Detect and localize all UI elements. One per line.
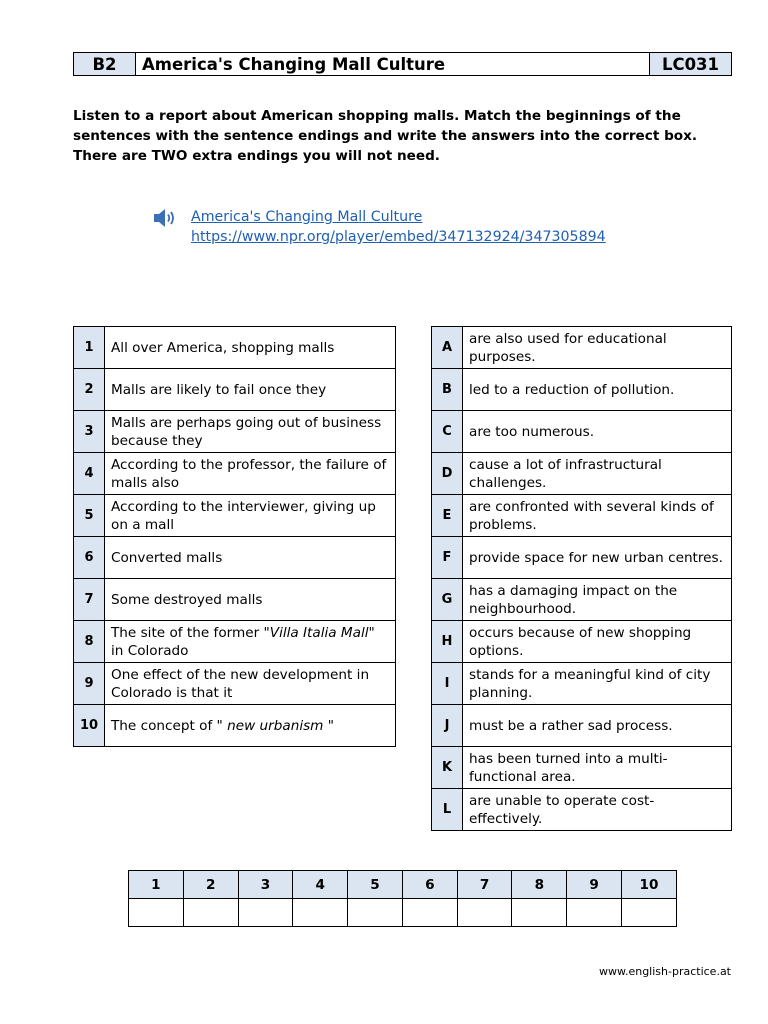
instructions: Listen to a report about American shopping malls. Match the beginnings of the sentences with the sentence endings and write the answers into the correct box. There are TWO extra endings you will not need. bbox=[73, 108, 698, 164]
answer-box[interactable] bbox=[238, 899, 293, 927]
beginning-row bbox=[74, 663, 396, 705]
ending-row bbox=[432, 327, 732, 369]
italic-title: Villa Italia Mall bbox=[269, 624, 369, 641]
text-fragment: The concept of " bbox=[111, 717, 228, 734]
answer-number: 2 bbox=[183, 871, 238, 899]
ending-text: led to a reduction of pollution. bbox=[463, 369, 732, 411]
text-fragment: All over America, shopping malls bbox=[111, 339, 335, 356]
ending-row bbox=[432, 537, 732, 579]
beginning-number: 10 bbox=[74, 705, 105, 747]
beginning-row bbox=[74, 579, 396, 621]
ending-text: has a damaging impact on the neighbourhood. bbox=[463, 579, 732, 621]
ending-row bbox=[432, 621, 732, 663]
text-fragment: " in Colorado bbox=[111, 624, 375, 659]
worksheet-code: LC031 bbox=[650, 53, 731, 75]
ending-letter: B bbox=[432, 369, 463, 411]
beginning-row bbox=[74, 495, 396, 537]
level-label: B2 bbox=[74, 53, 136, 75]
ending-row bbox=[432, 579, 732, 621]
worksheet-header bbox=[73, 52, 732, 76]
beginning-text bbox=[105, 663, 396, 705]
answer-box[interactable] bbox=[293, 899, 348, 927]
beginning-text bbox=[105, 705, 396, 747]
ending-text: are also used for educational purposes. bbox=[463, 327, 732, 369]
ending-letter: I bbox=[432, 663, 463, 705]
answer-number: 6 bbox=[402, 871, 457, 899]
ending-text: must be a rather sad process. bbox=[463, 705, 732, 747]
audio-url-link[interactable]: https://www.npr.org/player/embed/347132924/347305894 bbox=[191, 229, 606, 245]
text-fragment: Malls are likely to fail once they bbox=[111, 381, 327, 398]
beginning-text bbox=[105, 369, 396, 411]
answer-box[interactable] bbox=[402, 899, 457, 927]
answer-number: 4 bbox=[293, 871, 348, 899]
ending-letter: J bbox=[432, 705, 463, 747]
answer-box[interactable] bbox=[567, 899, 622, 927]
text-fragment: According to the interviewer, giving up on a mall bbox=[111, 498, 376, 533]
ending-letter: F bbox=[432, 537, 463, 579]
beginning-text bbox=[105, 411, 396, 453]
answer-number: 7 bbox=[457, 871, 512, 899]
ending-row bbox=[432, 663, 732, 705]
answer-box[interactable] bbox=[622, 899, 677, 927]
ending-row bbox=[432, 411, 732, 453]
ending-row bbox=[432, 369, 732, 411]
speaker-icon[interactable] bbox=[152, 207, 178, 229]
beginning-number: 3 bbox=[74, 411, 105, 453]
answer-number: 1 bbox=[129, 871, 184, 899]
text-fragment: Some destroyed malls bbox=[111, 591, 263, 608]
answer-number: 10 bbox=[622, 871, 677, 899]
ending-row bbox=[432, 747, 732, 789]
answer-number: 8 bbox=[512, 871, 567, 899]
ending-row bbox=[432, 453, 732, 495]
worksheet-title: America's Changing Mall Culture bbox=[136, 53, 650, 75]
beginning-row bbox=[74, 453, 396, 495]
beginning-text bbox=[105, 495, 396, 537]
beginning-text bbox=[105, 453, 396, 495]
ending-row bbox=[432, 705, 732, 747]
ending-letter: G bbox=[432, 579, 463, 621]
answer-grid bbox=[128, 870, 677, 927]
beginning-text bbox=[105, 537, 396, 579]
answer-box[interactable] bbox=[129, 899, 184, 927]
ending-text: occurs because of new shopping options. bbox=[463, 621, 732, 663]
answer-box[interactable] bbox=[183, 899, 238, 927]
ending-text: has been turned into a multi-functional area. bbox=[463, 747, 732, 789]
answer-box[interactable] bbox=[512, 899, 567, 927]
audio-link-block bbox=[152, 207, 606, 247]
ending-text: are too numerous. bbox=[463, 411, 732, 453]
sentence-beginnings-table bbox=[73, 326, 396, 747]
answer-box[interactable] bbox=[348, 899, 403, 927]
audio-title-link[interactable]: America's Changing Mall Culture bbox=[191, 209, 423, 225]
ending-text: stands for a meaningful kind of city planning. bbox=[463, 663, 732, 705]
beginning-row bbox=[74, 705, 396, 747]
ending-letter: E bbox=[432, 495, 463, 537]
ending-letter: D bbox=[432, 453, 463, 495]
answer-header-row bbox=[129, 871, 677, 899]
beginning-number: 6 bbox=[74, 537, 105, 579]
text-fragment: Malls are perhaps going out of business because they bbox=[111, 414, 382, 449]
sentence-endings-table bbox=[431, 326, 732, 831]
beginning-text bbox=[105, 579, 396, 621]
beginning-row bbox=[74, 537, 396, 579]
answer-number: 3 bbox=[238, 871, 293, 899]
beginning-text bbox=[105, 327, 396, 369]
ending-letter: K bbox=[432, 747, 463, 789]
answer-number: 5 bbox=[348, 871, 403, 899]
ending-text: are confronted with several kinds of problems. bbox=[463, 495, 732, 537]
beginning-number: 4 bbox=[74, 453, 105, 495]
ending-text: are unable to operate cost-effectively. bbox=[463, 789, 732, 831]
beginning-number: 1 bbox=[74, 327, 105, 369]
ending-text: provide space for new urban centres. bbox=[463, 537, 732, 579]
ending-row bbox=[432, 789, 732, 831]
beginning-number: 5 bbox=[74, 495, 105, 537]
italic-title: new urbanism bbox=[227, 717, 324, 734]
beginning-row bbox=[74, 327, 396, 369]
ending-letter: L bbox=[432, 789, 463, 831]
text-fragment: The site of the former " bbox=[111, 624, 270, 641]
text-fragment: According to the professor, the failure of malls also bbox=[111, 456, 387, 491]
beginning-number: 2 bbox=[74, 369, 105, 411]
text-fragment: Converted malls bbox=[111, 549, 223, 566]
answer-number: 9 bbox=[567, 871, 622, 899]
beginning-row bbox=[74, 621, 396, 663]
answer-input-row bbox=[129, 899, 677, 927]
beginning-number: 7 bbox=[74, 579, 105, 621]
text-fragment: " bbox=[323, 717, 335, 734]
ending-letter: A bbox=[432, 327, 463, 369]
ending-letter: H bbox=[432, 621, 463, 663]
ending-row bbox=[432, 495, 732, 537]
beginning-text bbox=[105, 621, 396, 663]
text-fragment: One effect of the new development in Colorado is that it bbox=[111, 666, 370, 701]
ending-letter: C bbox=[432, 411, 463, 453]
beginning-row bbox=[74, 411, 396, 453]
beginning-number: 9 bbox=[74, 663, 105, 705]
ending-text: cause a lot of infrastructural challenges. bbox=[463, 453, 732, 495]
answer-box[interactable] bbox=[457, 899, 512, 927]
beginning-number: 8 bbox=[74, 621, 105, 663]
footer-website: www.english-practice.at bbox=[598, 965, 731, 978]
beginning-row bbox=[74, 369, 396, 411]
